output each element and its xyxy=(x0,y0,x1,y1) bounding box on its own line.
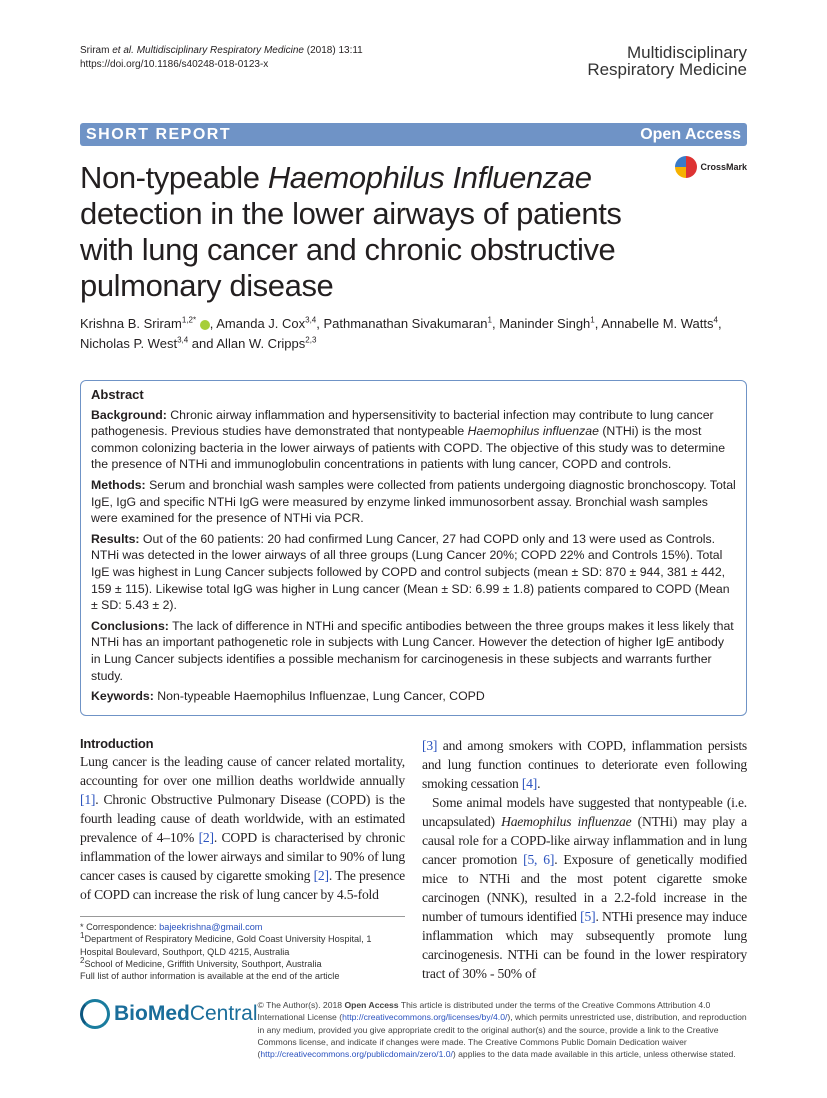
abstract-background: Background: Chronic airway inflammation and hypersensitivity to bacterial infection may contribute to lung cancer pathogenesis. Previous studies have demonstrated that nontypeable Haemophilus influenzae (NTHi) is the most common colonizing bacteria in the lower airways of patients with COPD. The objective of this study was to determine the presence of NTHi and immunoglobulin concentrations in patients with lung cancer, COPD and controls. xyxy=(91,407,726,472)
crossmark-icon xyxy=(675,156,697,178)
body-columns xyxy=(80,736,747,983)
abstract-keywords: Keywords: Non-typeable Haemophilus Influenzae, Lung Cancer, COPD xyxy=(91,689,485,704)
license-link[interactable]: http://creativecommons.org/licenses/by/4.0/ xyxy=(342,1012,508,1023)
article-type-banner xyxy=(80,123,747,146)
abstract-box xyxy=(80,380,747,716)
citation-link[interactable]: [2] xyxy=(198,829,214,845)
article-type: SHORT REPORT xyxy=(86,125,232,143)
publisher-logo: BioMed Central xyxy=(80,999,258,1029)
abstract-results: Results: Out of the 60 patients: 20 had confirmed Lung Cancer, 27 had COPD only and 13 were used as Controls. NTHi was detected in the lower airways of all three groups (Lung Cancer 20%; COPD 22% and Controls 15%). Total IgE was highest in Lung Cancer subjects followed by COPD and control subjects (mean ± SD: 870 ± 944, 381 ± 442, 159 ± 115). Likewise total IgG was higher in Lung cancer (Mean ± SD: 6.99 ± 1.8) patients compared to COPD (Mean ± SD: 5.43 ± 2). xyxy=(91,531,730,613)
footnote-divider xyxy=(80,916,405,917)
running-header: Sriram et al. Multidisciplinary Respiratory Medicine (2018) 13:11 https://doi.org/10.1186/s40248-018-0123-x xyxy=(80,45,363,70)
email-link[interactable]: bajeekrishna@gmail.com xyxy=(159,921,263,932)
footnotes: * Correspondence: bajeekrishna@gmail.com $^1$Department of Respiratory Medicine, Gold Coast University Hospital, 1 Hospital Boulevard, Southport, QLD 4215, Australia $^2$School of Medicine, Griffith University, Southport, Australia Full list of author information is available at the end of the article xyxy=(80,921,372,982)
article-title: Non-typeable Haemophilus Influenzae detection in the lower airways of patients with lung cancer and chronic obstructive pulmonary disease xyxy=(80,160,622,303)
public-domain-link[interactable]: http://creativecommons.org/publicdomain/zero/1.0/ xyxy=(260,1049,453,1060)
citation-link[interactable]: [2] xyxy=(313,867,329,883)
abstract-heading: Abstract xyxy=(91,387,144,402)
author-list: Krishna B. Sriram$^{1,2*}$ , Amanda J. Cox$^{3,4}$, Pathmanathan Sivakumaran$^1$, Maninder Singh$^1$, Annabelle M. Watts$^4$, Nicholas P. West$^{3,4}$ and Allan W. Cripps$^{2,3}$ xyxy=(80,315,722,351)
title-row xyxy=(80,160,747,304)
crossmark-button[interactable]: CrossMark xyxy=(675,156,747,178)
biomed-central-icon xyxy=(80,999,110,1029)
intro-left-column: Introduction Lung cancer is the leading cause of cancer related mortality, accounting for over one million deaths worldwide annually [1]. Chronic Obstructive Pulmonary Disease (COPD) is the fourth leading cause of death worldwide, with an estimated prevalence of 4–10% [2]. COPD is characterised by chronic inflammation of the lower airways and similar to 90% of lung cancer cases is caused by cigarette smoking [2]. The presence of COPD can increase the risk of lung cancer by 4.5-fold * Correspondence: bajeekrishna@gmail.com $^1$Department of Respiratory Medicine, Gold Coast University Hospital, 1 Hospital Boulevard, Southport, QLD 4215, Australia $^2$School of Medicine, Griffith University, Southport, Australia Full list of author information is available at the end of the article xyxy=(80,735,405,982)
citation-link[interactable]: [4] xyxy=(521,775,538,791)
page-header xyxy=(80,44,747,123)
journal-logo: Multidisciplinary Respiratory Medicine xyxy=(587,43,747,79)
citation-link[interactable]: [1] xyxy=(80,791,96,807)
intro-heading: Introduction xyxy=(80,735,154,751)
abstract-conclusions: Conclusions: The lack of difference in NTHi and specific antibodies between the three groups makes it less likely that NTHi has an important pathogenetic role in subjects with Lung Cancer. However the detection of higher IgE antibody in Lung Cancer subjects identifies a possible mechanism for carcinogenesis in these subjects and warrants further study. xyxy=(91,618,734,683)
license-text: © The Author(s). 2018 Open Access This article is distributed under the terms of the Creative Commons Attribution 4.0 International License (http://creativecommons.org/licenses/by/4.0/), which permits unrestricted use, distribution, and reproduction in any medium, provided you give appropriate credit to the original author(s) and the source, provide a link to the Creative Commons license, and indicate if changes were made. The Creative Commons Public Domain Dedication waiver (http://creativecommons.org/publicdomain/zero/1.0/) applies to the data made available in this article, unless otherwise stated. xyxy=(257,999,747,1060)
abstract-methods: Methods: Serum and bronchial wash samples were collected from patients undergoing diagnostic bronchoscopy. Total IgE, IgG and specific NTHi IgG were measured by enzyme linked immunosorbent assay. Bronchial wash samples were examined for the presence of NTHi via PCR. xyxy=(91,477,736,526)
doi-link[interactable]: https://doi.org/10.1186/s40248-018-0123-x xyxy=(80,59,269,70)
open-access-label: Open Access xyxy=(640,125,741,143)
orcid-icon[interactable] xyxy=(200,320,210,330)
citation-link[interactable]: [3] xyxy=(422,737,438,753)
page-footer xyxy=(80,999,747,1061)
intro-right-column: [3] and among smokers with COPD, inflammation persists and lung function continues to deteriorate even following smoking cessation [4]. Some animal models have suggested that nontypeable (i.e. uncapsulated) Haemophilus influenzae (NTHi) may play a causal role for a COPD-like airway inflammation and in lung cancer promotion [5, 6]. Exposure of genetically modified mice to NTHi and the most potent cigarette smoke carcinogen (NNK), resulted in a 2.2-fold increase in the number of tumours identified [5]. NTHi presence may induce inflammation which may subsequently promote lung carcinogenesis. NTHi can be found in the lower respiratory tract of 30% - 50% of xyxy=(422,737,747,981)
citation-link[interactable]: [5] xyxy=(580,908,596,924)
citation-link[interactable]: [5, 6] xyxy=(523,851,555,867)
